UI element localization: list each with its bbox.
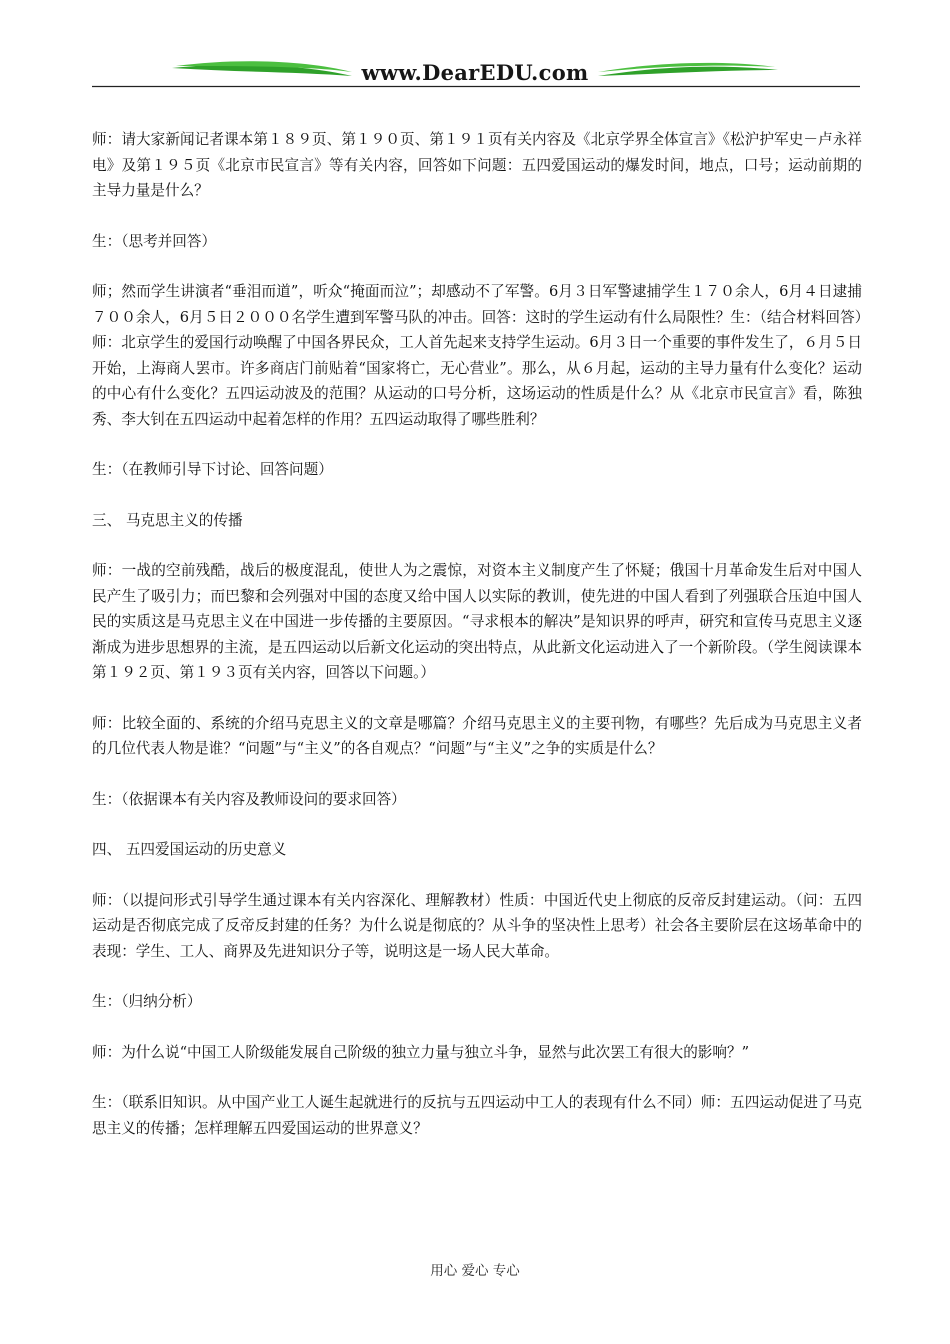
paragraph-8: 师：（以提问形式引导学生通过课本有关内容深化、理解教材）性质：中国近代史上彻底的反帝反封建运动。（问：五四运动是否彻底完成了反帝反封建的任务？为什么说是彻底的？从斗争的坚决性上思考）社会各主要阶层在这场革命中的表现：学生、工人、商界及先进知识分子等，说明这是一场人民大革命。	[92, 891, 862, 960]
paragraph-10: 师：为什么说“中国工人阶级能发展自己阶级的独立力量与独立斗争，显然与此次罢工有很大的影响？”	[92, 1043, 750, 1061]
paragraph-3: 师；然而学生讲演者“垂泪而道”，听众“掩面而泣”；却感动不了军警。6月３日军警逮捕学生１７０余人，6月４日逮捕７００余人，6月５日２０００名学生遭到军警马队的冲击。回答：这时的学生运动有什么局限性？生：（结合材料回答）师：北京学生的爱国行动唤醒了中国各界民众，工人首先起来支持学生运动。6月３日一个重要的事件发生了，６月５日开始，上海商人罢市。许多商店门前贴着“国家将亡，无心营业”。那么，从６月起，运动的主导力量有什么变化？运动的中心有什么变化？五四运动波及的范围？从运动的口号分析，这场运动的性质是什么？从《北京市民宣言》看，陈独秀、李大钊在五四运动中起着怎样的作用？五四运动取得了哪些胜利？	[92, 283, 862, 428]
paragraph-6: 师：比较全面的、系统的介绍马克思主义的文章是哪篇？介绍马克思主义的主要刊物，有哪些？先后成为马克思主义者的几位代表人物是谁？“问题”与“主义”的各自观点？“问题”与“主义”之争的实质是什么？	[92, 714, 862, 757]
section-heading-3: 三、 马克思主义的传播	[92, 511, 243, 529]
paragraph-11: 生：（联系旧知识。从中国产业工人诞生起就进行的反抗与五四运动中工人的表现有什么不同）师：五四运动促进了马克思主义的传播；怎样理解五四爱国运动的世界意义？	[92, 1094, 862, 1137]
section-heading-4: 四、 五四爱国运动的历史意义	[92, 841, 287, 858]
page-header	[0, 0, 950, 100]
document-body	[92, 127, 862, 1166]
paragraph-1: 师：请大家新闻记者课本第１８９页、第１９０页、第１９１页有关内容及《北京学界全体宣言》《松沪护军史－卢永祥电》及第１９５页《北京市民宣言》等有关内容，回答如下问题：五四爱国运动的爆发时间，地点，口号；运动前期的主导力量是什么？	[92, 131, 862, 199]
paragraph-2: 生：（思考并回答）	[92, 232, 217, 250]
paragraph-5: 师：一战的空前残酷，战后的极度混乱，使世人为之震惊，对资本主义制度产生了怀疑；俄国十月革命发生后对中国人民产生了吸引力；而巴黎和会列强对中国的态度又给中国人以实际的教训，使先进的中国人看到了列强联合压迫中国人民的实质这是马克思主义在中国进一步传播的主要原因。“寻求根本的解决”是知识界的呼声，研究和宣传马克思主义逐渐成为进步思想界的主流，是五四运动以后新文化运动的突出特点，从此新文化运动进入了一个新阶段。（学生阅读课本第１９２页、第１９３页有关内容，回答以下问题。）	[92, 562, 862, 681]
site-logo-text: www.DearEDU.com	[361, 60, 589, 85]
header-swoosh-icon	[0, 0, 950, 100]
paragraph-9: 生：（归纳分析）	[92, 993, 202, 1010]
page-footer: 用心 爱心 专心	[430, 1263, 520, 1279]
paragraph-4: 生：（在教师引导下讨论、回答问题）	[92, 461, 333, 478]
paragraph-7: 生：（依据课本有关内容及教师设问的要求回答）	[92, 790, 406, 808]
